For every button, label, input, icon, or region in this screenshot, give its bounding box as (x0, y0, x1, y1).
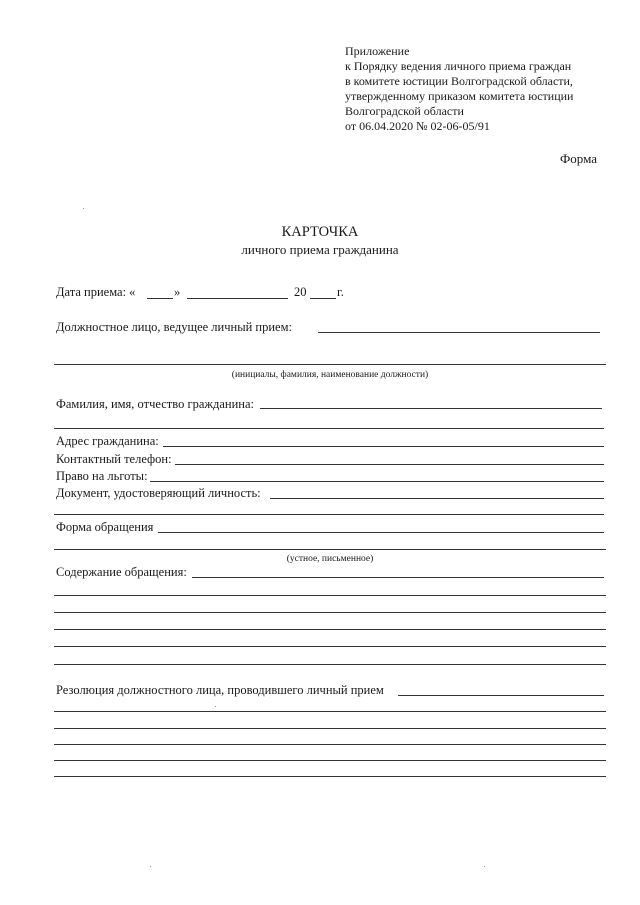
scan-speck (83, 208, 84, 209)
reception-year-field[interactable] (310, 298, 336, 299)
resolution-label: Резолюция должностного лица, проводившего личный прием (56, 683, 384, 697)
page-title: КАРТОЧКА (281, 224, 359, 240)
appendix-line-4: утвержденному приказом комитета юстиции (345, 89, 574, 103)
official-hint: (инициалы, фамилия, наименование должности) (231, 370, 429, 380)
appeal-content-line[interactable] (54, 646, 606, 647)
appendix-line-6: от 06.04.2020 № 02-06-05/91 (345, 119, 490, 133)
phone-field[interactable] (175, 464, 604, 465)
resolution-line[interactable] (54, 760, 606, 761)
address-field[interactable] (163, 446, 604, 447)
appeal-form-field[interactable] (158, 532, 604, 533)
reception-day-field[interactable] (147, 298, 173, 299)
citizen-name-label: Фамилия, имя, отчество гражданина: (56, 397, 255, 411)
scan-speck (150, 866, 151, 867)
scan-speck (215, 706, 216, 707)
appeal-form-field-continuation[interactable] (54, 549, 606, 550)
phone-label: Контактный телефон: (56, 452, 172, 466)
reception-year-suffix: г. (337, 285, 344, 299)
appeal-content-line[interactable] (54, 612, 606, 613)
official-field[interactable] (318, 332, 600, 333)
reception-date-label: Дата приема: « (56, 285, 136, 299)
appendix-line-1: Приложение (345, 44, 410, 58)
appeal-content-field[interactable] (192, 577, 604, 578)
appeal-content-line[interactable] (54, 629, 606, 630)
appendix-line-2: к Порядку ведения личного приема граждан (345, 59, 572, 73)
appeal-form-hint: (устное, письменное) (286, 554, 374, 564)
reception-month-field[interactable] (187, 298, 288, 299)
appeal-content-line[interactable] (54, 595, 606, 596)
appeal-content-label: Содержание обращения: (56, 565, 187, 579)
benefits-label: Право на льготы: (56, 469, 148, 483)
official-label: Должностное лицо, ведущее личный прием: (56, 320, 292, 334)
appendix-line-3: в комитете юстиции Волгоградской области, (345, 74, 573, 88)
resolution-line[interactable] (54, 728, 606, 729)
id-document-label: Документ, удостоверяющий личность: (56, 486, 261, 500)
reception-date-close-quote: » (174, 285, 181, 299)
benefits-field[interactable] (150, 481, 604, 482)
appeal-content-line[interactable] (54, 664, 606, 665)
reception-year-prefix: 20 (294, 285, 307, 299)
appendix-line-5: Волгоградской области (345, 104, 464, 118)
id-document-field[interactable] (270, 498, 604, 499)
resolution-line[interactable] (54, 744, 606, 745)
citizen-name-field-continuation[interactable] (54, 428, 604, 429)
citizen-name-field[interactable] (260, 408, 602, 409)
address-label: Адрес гражданина: (56, 434, 159, 448)
resolution-line[interactable] (54, 776, 606, 777)
appeal-form-label: Форма обращения (56, 520, 154, 534)
resolution-line[interactable] (54, 711, 606, 712)
id-document-field-continuation[interactable] (54, 514, 604, 515)
official-field-continuation[interactable] (54, 364, 606, 365)
scan-speck (484, 866, 485, 867)
form-label: Форма (560, 151, 597, 166)
page-subtitle: личного приема гражданина (241, 242, 399, 257)
resolution-field[interactable] (398, 695, 604, 696)
